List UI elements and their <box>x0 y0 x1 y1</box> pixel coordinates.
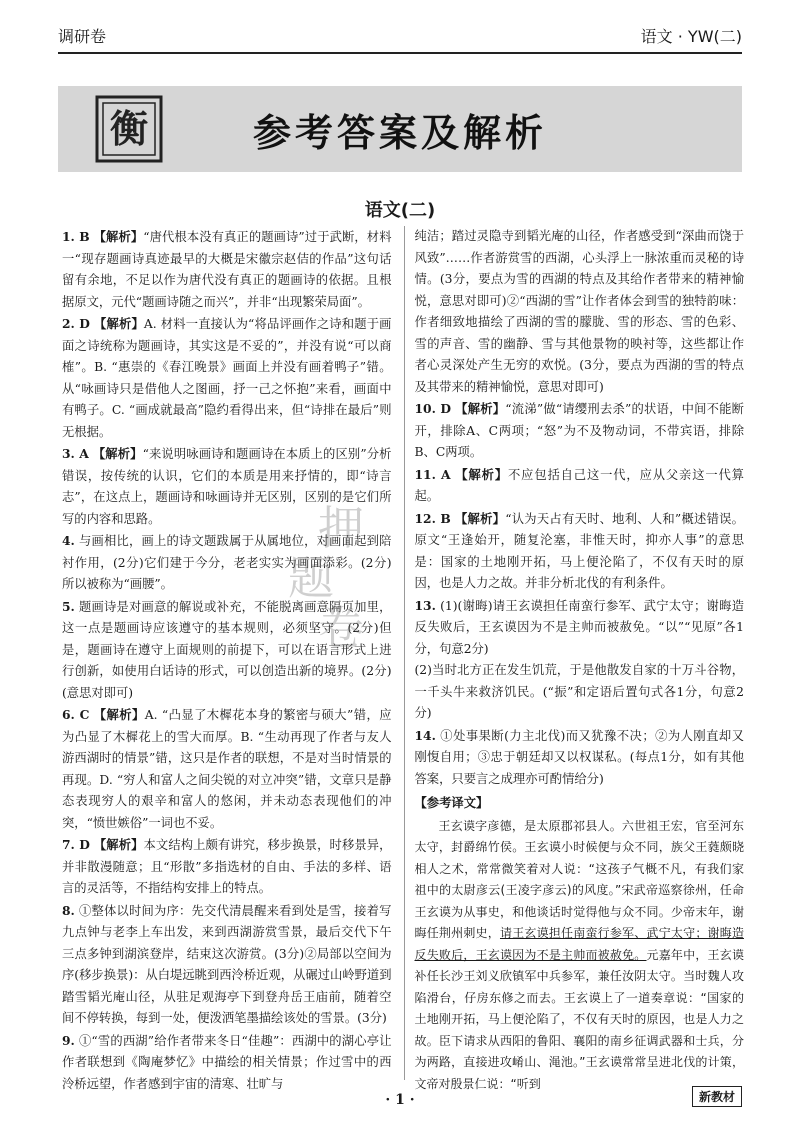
left-column <box>62 226 392 1091</box>
answer-columns <box>62 226 744 1091</box>
answer-text: 题画诗是对画意的解说或补充，不能脱离画意隔页加里，这一点是题画诗应该遵守的基本规则，必须坚守。(2分)但是，题画诗在遵守上面规则的前提下，可以在语言形式上进行创新，如使用白话诗的形式，可以创造出新的境界。(2分)(意思对即可) <box>62 599 392 700</box>
section-title: 语文(二) <box>364 200 436 221</box>
analysis-tag: 【解析】 <box>93 837 144 852</box>
answer-item <box>62 900 392 1030</box>
answer-text: ①处事果断(力主北伐)而又犹豫不决；②为人刚直却又刚愎自用；③忠于朝廷却又以权谋私。(每点1分，如有其他答案，只要言之成理亦可酌情给分) <box>414 728 744 786</box>
answer-text: (2)当时北方正在发生饥荒，于是他散发自家的十万斗谷物，一千头牛来救济饥民。(“振”和定语后置句式各1分，句意2分) <box>414 663 744 720</box>
answer-number: 12. B <box>414 510 451 526</box>
answer-text: 本文结构上颇有讲究，移步换景，时移景异，并非散漫随意；且“形散”多指选材的自由、手法的多样、语言的灵活等，不指结构安排上的特点。 <box>62 838 392 895</box>
answer-text: “来说明咏画诗和题画诗在本质上的区别”分析错误，按传统的认识，它们的本质是用来抒情的，即“诗言志”，在这点上，题画诗和咏画诗并无区别，区别的是它们所写的内容和思路。 <box>62 447 392 526</box>
title-banner <box>58 86 742 172</box>
answer-number: 2. D <box>62 316 90 331</box>
answer-text: 与画相比，画上的诗文题跋属于从属地位，对画面起到陪衬作用，(2分)它们建于今分，老老实实为画面添彩。(2分)所以被称为“画腰”。 <box>62 534 392 591</box>
hengshui-logo-icon <box>94 94 164 164</box>
answer-number: 1. B <box>62 229 90 244</box>
answer-number: 6. C <box>62 707 90 722</box>
translation-text-after: 元嘉年中，王玄谟补任长沙王刘义欣镇军中兵参军，兼任汝阴太守。当时魏人攻陷滑台，仔房东修之而去。王玄谟上了一道奏章说：“国家的土地刚开拓，马上便沦陷了，不仅有天时的原因，也是人力之故。臣下请求从西阳的鲁阳、襄阳的南乡征调武器和士兵，分为两路，直接进攻崤山、渑池。”王玄谟常常呈进北伐的计策，文帝对殷景仁说：“听到 <box>414 947 744 1091</box>
answer-number: 14. <box>414 727 436 743</box>
answer-item <box>62 313 392 443</box>
analysis-tag: 【解析】 <box>455 466 508 482</box>
translation-underlined: 请王玄谟担任南蛮行参军、武宁太守；谢晦造反失败后，王玄谟因为不是主帅而被赦免。 <box>414 926 744 962</box>
answer-text: “流涕”做“请缨刑去杀”的状语，中间不能断开，排除A、C两项；“怒”为不及物动词，不带宾语，排除B、C两项。 <box>414 402 744 459</box>
answer-text: 纯洁；踏过灵隐寺到韬光庵的山径，作者感受到“深曲而饶于风致”……作者游赏雪的西湖，心头浮上一脉浓重而灵秘的诗情。(3分，要点为雪的西湖的特点及其给作者带来的精神愉悦，意思对即可)②“西湖的雪”让作者体会到雪的独特韵味：作者细致地描绘了西湖的雪的朦胧、雪的形态、雪的色彩、雪的声音、雪的幽静、雪与其他景物的映衬等，这些都让作者心灵深处产生无穷的欢悦。(3分，要点为西湖的雪的特点及其带来的精神愉悦，意思对即可) <box>414 229 744 394</box>
answer-text: “认为天占有天时、地利、人和”概述错误。原文“王逢始开，随复沦塞，非惟天时，抑亦人事”的意思是：国家的土地刚开拓，马上便沦陷了，不仅有天时的原因，也是人力之故。并非分析北伐的有利条件。 <box>414 511 744 590</box>
answer-item <box>415 508 745 595</box>
answer-text: ①“雪的西湖”给作者带来冬日“佳趣”：西湖中的湖心亭让作者联想到《陶庵梦忆》中描绘的相关情景；作过雪中的西泠桥远望，作者感到宇宙的清寒、壮旷与 <box>62 1033 392 1091</box>
answer-text: ①整体以时间为序：先交代清晨醒来看到处是雪，接着写九点钟与老李上车出发，来到西湖游赏雪景，最后交代下午三点多钟到湖滨登岸，结束这次游赏。(3分)②局部以空间为序(移步换景)：从白堤远眺到西泠桥近观，从碾过山岭野道到踏雪韬光庵山径，从驻足观海亭下到登舟岳王庙前，随着空间不停转换，每到一处，便泼洒笔墨描绘该处的雪景。(3分) <box>62 903 392 1025</box>
answer-text: “唐代根本没有真正的题画诗”过于武断，材料一“现存题画诗真迹最早的大概是宋徽宗赵佶的作品”这句话留有余地，不足以作为唐代没有真正的题画诗的依据。且根据原文，元代“题画诗随之而兴”，并非“出现繁荣局面”。 <box>62 230 392 309</box>
analysis-tag: 【解析】 <box>93 229 144 244</box>
watermark-char: 题 <box>288 551 334 605</box>
answer-text: 不应包括自己这一代，应从父亲这一代算起。 <box>414 467 744 503</box>
answer-item <box>62 226 392 313</box>
answer-number: 10. D <box>414 401 452 416</box>
analysis-tag: 【解析】 <box>93 707 145 722</box>
analysis-tag: 【解析】 <box>92 446 143 461</box>
answer-number: 13. <box>414 597 436 613</box>
answer-number: 8. <box>62 902 75 918</box>
answer-item <box>415 725 745 791</box>
reference-translation <box>415 816 745 1096</box>
right-items <box>415 226 745 790</box>
answer-text: (1)(谢晦)请王玄谟担任南蛮行参军、武宁太守；谢晦造反失败后，王玄谟因为不是主帅而被赦免。“以”“见原”各1分，句意2分) <box>414 598 744 656</box>
answer-item <box>415 398 745 464</box>
edition-badge: 新教材 <box>692 1086 742 1107</box>
banner-title: 参考答案及解析 <box>252 110 547 155</box>
answer-number: 9. <box>62 1032 75 1048</box>
analysis-tag: 【解析】 <box>455 401 506 416</box>
analysis-tag: 【解析】 <box>94 316 144 331</box>
watermark-char: 卷 <box>318 601 364 655</box>
answer-item <box>415 226 745 398</box>
answer-item <box>62 443 392 530</box>
reference-heading: 【参考译文】 <box>414 795 489 810</box>
header-right-label: 语文 · YW(二) <box>640 27 742 46</box>
answer-item <box>62 834 392 900</box>
watermark-char: 押 <box>318 501 364 555</box>
header-left-label: 调研卷 <box>58 27 107 46</box>
answer-text: A. 材料一直接认为“将品评画作之诗和题于画面之诗统称为题画诗，其实这是不妥的”，并没有说“可以商榷”。B. “惠崇的《春江晚景》画面上并没有画着鸭子”错。从“咏画诗只是借他人之图画，抒一己之怀抱”来看，画面中有鸭子。C. “画成就最高”隐约看得出来，但“诗排在最后”则无根据。 <box>62 317 392 439</box>
answer-item <box>415 595 745 661</box>
answer-number: 3. A <box>62 446 89 461</box>
right-column <box>404 226 745 1091</box>
answer-number: 4. <box>62 533 75 548</box>
analysis-tag: 【解析】 <box>455 510 506 526</box>
answer-item <box>62 596 392 705</box>
answer-item <box>62 1030 392 1096</box>
svg-text:衡: 衡 <box>109 106 149 151</box>
page-number: · 1 · <box>385 1092 415 1108</box>
answer-item <box>62 530 392 596</box>
page-header <box>58 18 742 54</box>
answer-number: 11. A <box>414 466 451 482</box>
translation-text-before: 王玄谟字彦德，是太原郡祁县人。六世祖王宏，官至河东太守，封爵绵竹侯。王玄谟小时候便与众不同，族父王蕤颇晓相人之术，常常微笑着对人说：“这孩子气概不凡，有我们家祖中的太尉彦云(王凌字彦云)的风度。”宋武帝巡察徐州，任命王玄谟为从事史，和他谈话时觉得他与众不同。少帝末年，谢晦任荆州刺史， <box>414 818 744 940</box>
answer-item <box>415 660 745 725</box>
answer-item <box>62 704 392 834</box>
answer-number: 5. <box>62 598 75 614</box>
answer-number: 7. D <box>62 837 90 852</box>
answer-item <box>415 464 745 508</box>
answer-text: A. “凸显了木樨花本身的繁密与硕大”错，应为凸显了木樨花上的雪大而厚。B. “生动再现了作者与友人游西湖时的情景”错，这只是作者的联想，不是对当时情景的再现。D. “穷人和富人之间尖锐的对立冲突”错，文章只是静态表现穷人的艰辛和富人的悠闲，并未动态表现他们的冲突，“愤世嫉俗”一词也不妥。 <box>62 708 392 830</box>
